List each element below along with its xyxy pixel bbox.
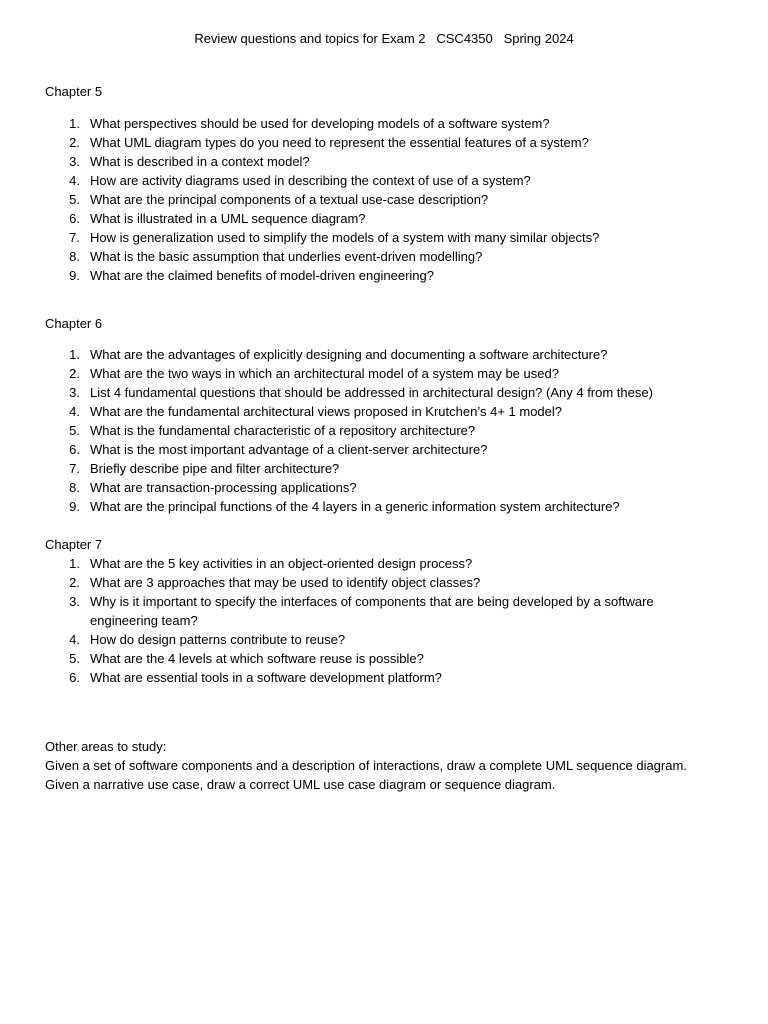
question-text: What is the most important advantage of a client-server architecture?	[90, 442, 488, 457]
list-item	[45, 649, 715, 668]
study-item: Given a set of software components and a description of interactions, draw a complete UML sequence diagram.	[45, 758, 687, 773]
other-areas-heading: Other areas to study:	[45, 739, 167, 754]
question-number: 1.	[69, 116, 80, 131]
question-number: 9.	[69, 499, 80, 514]
question-text: What perspectives should be used for developing models of a software system?	[90, 116, 550, 131]
question-number: 4.	[69, 404, 80, 419]
list-item	[45, 190, 715, 209]
list-item	[45, 133, 715, 152]
question-text: What are the principal components of a textual use-case description?	[90, 192, 489, 207]
question-number: 8.	[69, 249, 80, 264]
study-item: Given a narrative use case, draw a correct UML use case diagram or sequence diagram.	[45, 777, 556, 792]
question-number: 8.	[69, 480, 80, 495]
question-number: 4.	[69, 173, 80, 188]
question-text: What is the basic assumption that underlies event-driven modelling?	[90, 249, 483, 264]
list-item	[45, 573, 715, 592]
question-list	[45, 345, 715, 516]
question-text: Briefly describe pipe and filter architecture?	[90, 461, 340, 476]
list-item	[45, 152, 715, 171]
question-number: 5.	[69, 423, 80, 438]
question-text: What UML diagram types do you need to represent the essential features of a system?	[90, 135, 589, 150]
question-number: 6.	[69, 442, 80, 457]
question-number: 6.	[69, 211, 80, 226]
question-number: 2.	[69, 575, 80, 590]
question-number: 3.	[69, 154, 80, 169]
list-item	[45, 171, 715, 190]
question-number: 7.	[69, 230, 80, 245]
question-number: 5.	[69, 651, 80, 666]
list-item	[45, 247, 715, 266]
question-text: How is generalization used to simplify the models of a system with many similar objects?	[90, 230, 600, 245]
question-text: What are 3 approaches that may be used to identify object classes?	[90, 575, 481, 590]
chapter-heading: Chapter 5	[45, 84, 103, 99]
chapter-heading: Chapter 7	[45, 537, 103, 552]
question-text: What is illustrated in a UML sequence diagram?	[90, 211, 366, 226]
question-text: What are the advantages of explicitly designing and documenting a software architecture?	[90, 347, 608, 362]
question-list	[45, 554, 715, 687]
question-number: 6.	[69, 670, 80, 685]
question-text: How are activity diagrams used in describing the context of use of a system?	[90, 173, 531, 188]
question-number: 1.	[69, 347, 80, 362]
question-number: 5.	[69, 192, 80, 207]
question-number: 7.	[69, 461, 80, 476]
question-text: What are the 5 key activities in an object-oriented design process?	[90, 556, 473, 571]
list-item	[45, 630, 715, 649]
question-number: 2.	[69, 366, 80, 381]
question-text: What are the two ways in which an architectural model of a system may be used?	[90, 366, 559, 381]
list-item	[45, 497, 715, 516]
list-item	[45, 114, 715, 133]
list-item	[45, 402, 715, 421]
list-item	[45, 209, 715, 228]
question-text: List 4 fundamental questions that should be addressed in architectural design? (Any 4 from these)	[90, 385, 653, 400]
question-number: 1.	[69, 556, 80, 571]
question-text: How do design patterns contribute to reuse?	[90, 632, 346, 647]
question-list	[45, 114, 715, 285]
question-number: 3.	[69, 385, 80, 400]
chapter-heading: Chapter 6	[45, 316, 103, 331]
other-areas-section	[45, 737, 705, 794]
list-item	[45, 383, 715, 402]
list-item	[45, 592, 715, 630]
question-text: What are essential tools in a software development platform?	[90, 670, 442, 685]
list-item	[45, 668, 715, 687]
list-item	[45, 440, 715, 459]
question-text: What are the claimed benefits of model-driven engineering?	[90, 268, 434, 283]
question-number: 2.	[69, 135, 80, 150]
question-number: 3.	[69, 594, 80, 609]
question-number: 9.	[69, 268, 80, 283]
question-text: What are the 4 levels at which software reuse is possible?	[90, 651, 424, 666]
list-item	[45, 266, 715, 285]
question-text: What are transaction-processing applications?	[90, 480, 357, 495]
question-text: Why is it important to specify the interfaces of components that are being developed by a software engineering team?	[90, 594, 654, 628]
list-item	[45, 228, 715, 247]
question-text: What are the fundamental architectural views proposed in Krutchen’s 4+ 1 model?	[90, 404, 562, 419]
question-text: What are the principal functions of the 4 layers in a generic information system architecture?	[90, 499, 620, 514]
list-item	[45, 345, 715, 364]
list-item	[45, 364, 715, 383]
question-text: What is described in a context model?	[90, 154, 310, 169]
list-item	[45, 459, 715, 478]
list-item	[45, 554, 715, 573]
page-title: Review questions and topics for Exam 2 CSC4350 Spring 2024	[194, 31, 574, 46]
list-item	[45, 421, 715, 440]
question-text: What is the fundamental characteristic of a repository architecture?	[90, 423, 476, 438]
list-item	[45, 478, 715, 497]
question-number: 4.	[69, 632, 80, 647]
